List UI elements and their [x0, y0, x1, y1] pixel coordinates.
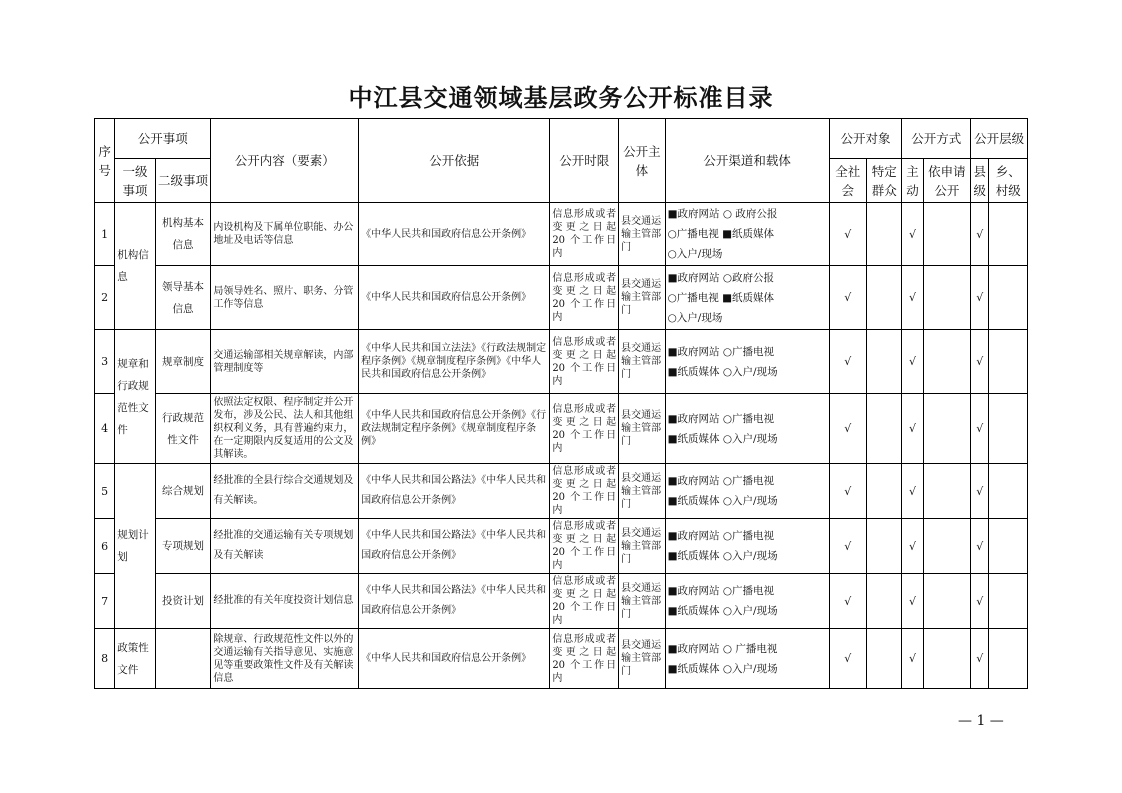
check-group [866, 394, 901, 464]
channel-cell [665, 574, 829, 629]
channel-line: ■政府网站 ○广播电视 [667, 345, 775, 358]
content-cell: 经批准的交通运输有关专项规划及有关解读 [211, 519, 359, 574]
check-county: √ [971, 266, 989, 330]
check-society: √ [829, 629, 866, 689]
time-cell: 信息形成或者变更之日起 20 个工作日内 [550, 394, 619, 464]
content-cell: 经批准的有关年度投资计划信息 [211, 574, 359, 629]
header-county: 县级 [971, 159, 989, 203]
check-request [923, 629, 971, 689]
catalog-table [94, 118, 1028, 689]
check-request [923, 519, 971, 574]
channel-cell [665, 519, 829, 574]
check-county: √ [971, 464, 989, 519]
check-society: √ [829, 203, 866, 266]
header-active: 主动 [902, 159, 923, 203]
subcategory-cell: 专项规划 [155, 519, 211, 574]
row-number: 2 [95, 266, 115, 330]
basis-cell: 《中华人民共和国公路法》《中华人民共和国政府信息公开条例》 [359, 519, 550, 574]
check-request [923, 464, 971, 519]
header-level2: 二级事项 [155, 159, 211, 203]
subject-cell: 县交通运输主管部门 [619, 394, 666, 464]
channel-line: ■纸质媒体 ○入户/现场 [667, 495, 778, 507]
content-cell: 交通运输部相关规章解读，内部管理制度等 [211, 330, 359, 394]
subcategory-cell: 投资计划 [155, 574, 211, 629]
page-number: — 1 — [958, 713, 1004, 729]
check-township [989, 574, 1028, 629]
check-township [989, 394, 1028, 464]
check-request [923, 203, 971, 266]
content-cell: 依照法定权限、程序制定并公开发布，涉及公民、法人和其他组织权利义务，具有普遍约束力，在一定期限内反复适用的公文及其解读。 [211, 394, 359, 464]
check-active: √ [902, 464, 923, 519]
check-society: √ [829, 574, 866, 629]
check-group [866, 464, 901, 519]
check-county: √ [971, 519, 989, 574]
check-group [866, 519, 901, 574]
row-number: 4 [95, 394, 115, 464]
row-number: 5 [95, 464, 115, 519]
check-active: √ [902, 266, 923, 330]
check-group [866, 629, 901, 689]
time-cell: 信息形成或者变更之日起 20 个工作日内 [550, 464, 619, 519]
subcategory-cell: 领导基本信息 [155, 266, 211, 330]
table-row [95, 394, 1028, 464]
channel-line: ■纸质媒体 ○入户/现场 [667, 365, 778, 378]
subject-cell: 县交通运输主管部门 [619, 464, 666, 519]
check-request [923, 574, 971, 629]
check-group [866, 266, 901, 330]
check-active: √ [902, 519, 923, 574]
channel-line: ○入户/现场 [667, 311, 723, 324]
table-row [95, 519, 1028, 574]
basis-cell: 《中华人民共和国立法法》《行政法规制定程序条例》《规章制度程序条例》《中华人民共和国政府信息公开条例》 [359, 330, 550, 394]
check-county: √ [971, 574, 989, 629]
check-active: √ [902, 330, 923, 394]
check-township [989, 203, 1028, 266]
channel-cell [665, 266, 829, 330]
subcategory-cell: 规章制度 [155, 330, 211, 394]
check-county: √ [971, 394, 989, 464]
subcategory-cell: 综合规划 [155, 464, 211, 519]
channel-cell [665, 330, 829, 394]
subject-cell: 县交通运输主管部门 [619, 330, 666, 394]
header-content: 公开内容（要素） [211, 119, 359, 203]
content-cell: 除规章、行政规范性文件以外的交通运输有关指导意见、实施意见等重要政策性文件及有关解读信息 [211, 629, 359, 689]
check-request [923, 394, 971, 464]
channel-line: ■纸质媒体 ○入户/现场 [667, 662, 778, 675]
channel-cell [665, 629, 829, 689]
check-society: √ [829, 464, 866, 519]
time-cell: 信息形成或者变更之日起 20 个工作日内 [550, 203, 619, 266]
table-row [95, 464, 1028, 519]
header-seq: 序号 [95, 119, 115, 203]
channel-line: ■政府网站 ○广播电视 [667, 530, 775, 542]
subject-cell: 县交通运输主管部门 [619, 519, 666, 574]
channel-cell [665, 394, 829, 464]
check-group [866, 330, 901, 394]
check-society: √ [829, 394, 866, 464]
check-society: √ [829, 266, 866, 330]
row-number: 3 [95, 330, 115, 394]
table-row [95, 574, 1028, 629]
channel-line: ■纸质媒体 ○入户/现场 [667, 605, 778, 617]
basis-cell: 《中华人民共和国公路法》《中华人民共和国政府信息公开条例》 [359, 574, 550, 629]
check-request [923, 266, 971, 330]
channel-line: ○入户/现场 [667, 248, 723, 260]
check-request [923, 330, 971, 394]
subcategory-cell [155, 629, 211, 689]
channel-line: ■政府网站 ○广播电视 [667, 412, 775, 425]
check-active: √ [902, 203, 923, 266]
basis-cell: 《中华人民共和国政府信息公开条例》 [359, 203, 550, 266]
check-group [866, 203, 901, 266]
check-township [989, 464, 1028, 519]
channel-line: ■政府网站 ○广播电视 [667, 585, 775, 597]
header-whole-society: 全社会 [829, 159, 866, 203]
header-channel: 公开渠道和载体 [665, 119, 829, 203]
subcategory-cell: 行政规范性文件 [155, 394, 211, 464]
header-specific-group: 特定群众 [866, 159, 901, 203]
channel-line: ○广播电视 ■纸质媒体 [667, 291, 775, 304]
table-row [95, 203, 1028, 266]
basis-cell: 《中华人民共和国政府信息公开条例》《行政法规制定程序条例》《规章制度程序条例》 [359, 394, 550, 464]
table-row [95, 330, 1028, 394]
channel-cell [665, 464, 829, 519]
row-number: 1 [95, 203, 115, 266]
channel-cell [665, 203, 829, 266]
check-township [989, 629, 1028, 689]
content-cell: 局领导姓名、照片、职务、分管工作等信息 [211, 266, 359, 330]
channel-line: ■政府网站 ○广播电视 [667, 475, 775, 487]
check-active: √ [902, 574, 923, 629]
header-matter: 公开事项 [115, 119, 211, 159]
document-title: 中江县交通领域基层政务公开标准目录 [348, 83, 774, 112]
basis-cell: 《中华人民共和国公路法》《中华人民共和国政府信息公开条例》 [359, 464, 550, 519]
basis-cell: 《中华人民共和国政府信息公开条例》 [359, 266, 550, 330]
channel-line: ■政府网站 ○政府公报 [667, 271, 775, 284]
category-cell: 政策性文件 [115, 629, 155, 689]
time-cell: 信息形成或者变更之日起 20 个工作日内 [550, 519, 619, 574]
channel-line: ■纸质媒体 ○入户/现场 [667, 432, 778, 445]
check-society: √ [829, 519, 866, 574]
row-number: 6 [95, 519, 115, 574]
category-cell: 规划计划 [115, 464, 155, 629]
check-county: √ [971, 629, 989, 689]
header-target: 公开对象 [829, 119, 902, 159]
category-cell: 机构信息 [115, 203, 155, 330]
header-tier: 公开层级 [971, 119, 1028, 159]
subject-cell: 县交通运输主管部门 [619, 574, 666, 629]
subject-cell: 县交通运输主管部门 [619, 629, 666, 689]
check-society: √ [829, 330, 866, 394]
check-active: √ [902, 394, 923, 464]
check-township [989, 266, 1028, 330]
subject-cell: 县交通运输主管部门 [619, 266, 666, 330]
basis-cell: 《中华人民共和国政府信息公开条例》 [359, 629, 550, 689]
time-cell: 信息形成或者变更之日起 20 个工作日内 [550, 629, 619, 689]
header-method: 公开方式 [902, 119, 971, 159]
subcategory-cell: 机构基本信息 [155, 203, 211, 266]
channel-line: ■纸质媒体 ○入户/现场 [667, 550, 778, 562]
check-group [866, 574, 901, 629]
table-row [95, 629, 1028, 689]
category-cell: 规章和行政规范性文件 [115, 330, 155, 464]
header-township: 乡、村级 [989, 159, 1028, 203]
header-time: 公开时限 [550, 119, 619, 203]
channel-line: ○广播电视 ■纸质媒体 [667, 228, 775, 240]
time-cell: 信息形成或者变更之日起 20 个工作日内 [550, 330, 619, 394]
header-level1: 一级事项 [115, 159, 155, 203]
channel-line: ■政府网站 ○ 政府公报 [667, 208, 778, 220]
subject-cell: 县交通运输主管部门 [619, 203, 666, 266]
header-on-request: 依申请公开 [923, 159, 971, 203]
row-number: 7 [95, 574, 115, 629]
content-cell: 内设机构及下属单位职能、办公地址及电话等信息 [211, 203, 359, 266]
header-subject: 公开主体 [619, 119, 666, 203]
channel-line: ■政府网站 ○ 广播电视 [667, 642, 778, 655]
check-county: √ [971, 330, 989, 394]
check-active: √ [902, 629, 923, 689]
check-township [989, 519, 1028, 574]
row-number: 8 [95, 629, 115, 689]
check-county: √ [971, 203, 989, 266]
header-basis: 公开依据 [359, 119, 550, 203]
content-cell: 经批准的全县行综合交通规划及有关解读。 [211, 464, 359, 519]
check-township [989, 330, 1028, 394]
time-cell: 信息形成或者变更之日起 20 个工作日内 [550, 266, 619, 330]
time-cell: 信息形成或者变更之日起 20 个工作日内 [550, 574, 619, 629]
table-row [95, 266, 1028, 330]
